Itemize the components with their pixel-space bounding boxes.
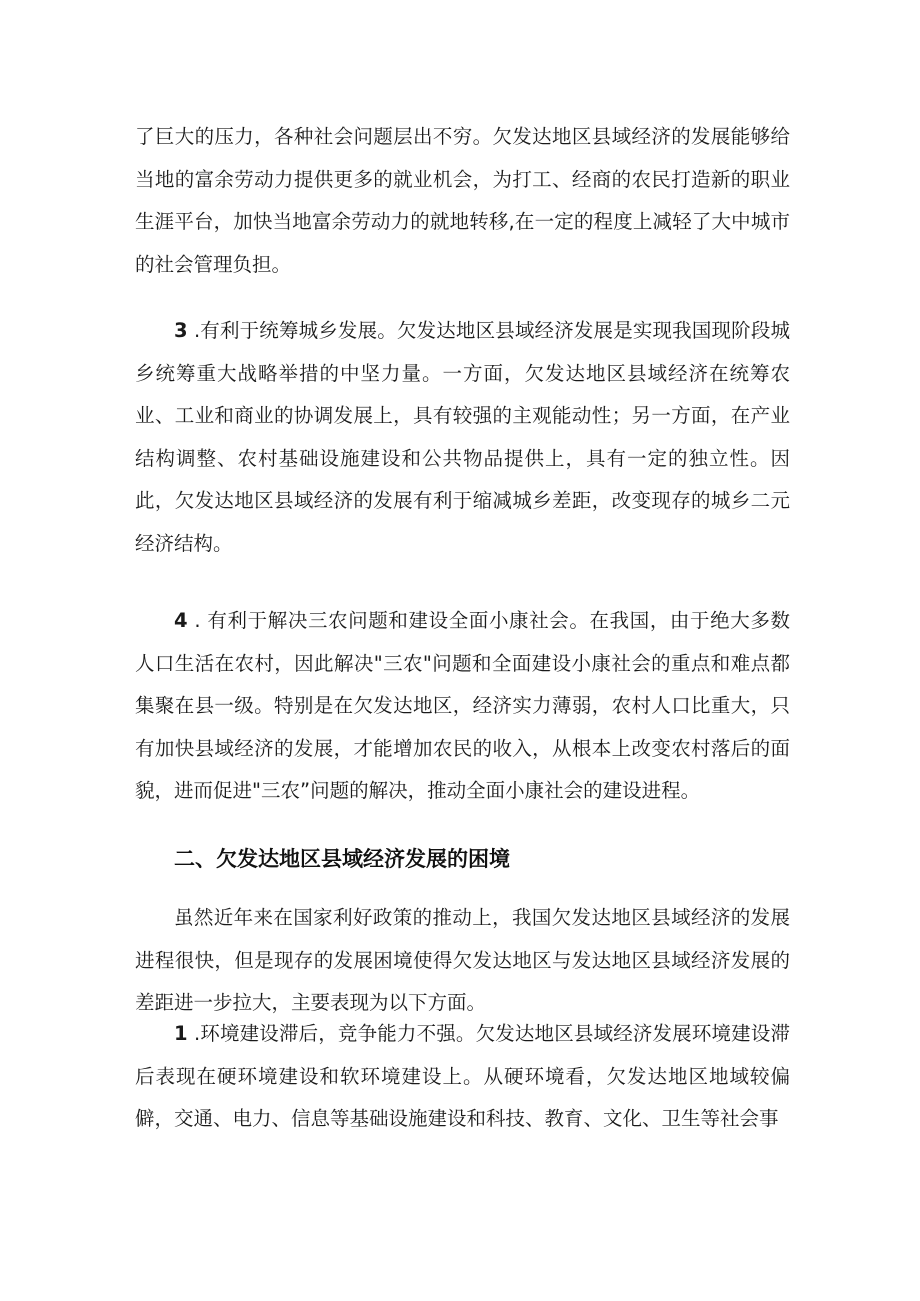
paragraph-point-1	[135, 1013, 790, 1141]
section-heading: 二、欠发达地区县域经济发展的困境	[174, 847, 510, 871]
paragraph-text: .环境建设滞后，竞争能力不强。欠发达地区县域经济发展环境建设滞后表现在硬环境建设和软环境建设上。从硬环境看，欠发达地区地域较偏僻，交通、电力、信息等基础设施建设和科技、教育、文化、卫生等社会事	[135, 1022, 790, 1130]
paragraph-intro: 虽然近年来在国家利好政策的推动上，我国欠发达地区县域经济的发展进程很快，但是现存的发展困境使得欠发达地区与发达地区县域经济发展的差距进一步拉大，主要表现为以下方面。	[135, 906, 790, 1014]
point-number: 3	[174, 319, 188, 342]
point-number: 1	[174, 1022, 188, 1045]
paragraph-continuation: 了巨大的压力，各种社会问题层出不穷。欠发达地区县域经济的发展能够给当地的富余劳动力提供更多的就业机会，为打工、经商的农民打造新的职业生涯平台，加快当地富余劳动力的就地转移,在一定的程度上减轻了大中城市的社会管理负担。	[135, 125, 790, 276]
paragraph-text: .有利于统筹城乡发展。欠发达地区县域经济发展是实现我国现阶段城乡统筹重大战略举措的中坚力量。一方面，欠发达地区县域经济在统筹农业、工业和商业的协调发展上，具有较强的主观能动性；另一方面，在产业结构调整、农村基础设施建设和公共物品提供上，具有一定的独立性。因此，欠发达地区县域经济的发展有利于缩减城乡差距，改变现存的城乡二元经济结构。	[135, 319, 790, 555]
paragraph-point-3	[135, 310, 790, 565]
paragraph-point-4	[135, 600, 790, 813]
point-number: 4	[174, 609, 188, 632]
paragraph-text: . 有利于解决三农问题和建设全面小康社会。在我国，由于绝大多数人口生活在农村，因此解决"三农"问题和全面建设小康社会的重点和难点都集聚在县一级。特别是在欠发达地区，经济实力薄弱，农村人口比重大，只有加快县域经济的发展，才能增加农民的收入，从根本上改变农村落后的面貌，进而促进"三农”问题的解决，推动全面小康社会的建设进程。	[135, 609, 790, 802]
